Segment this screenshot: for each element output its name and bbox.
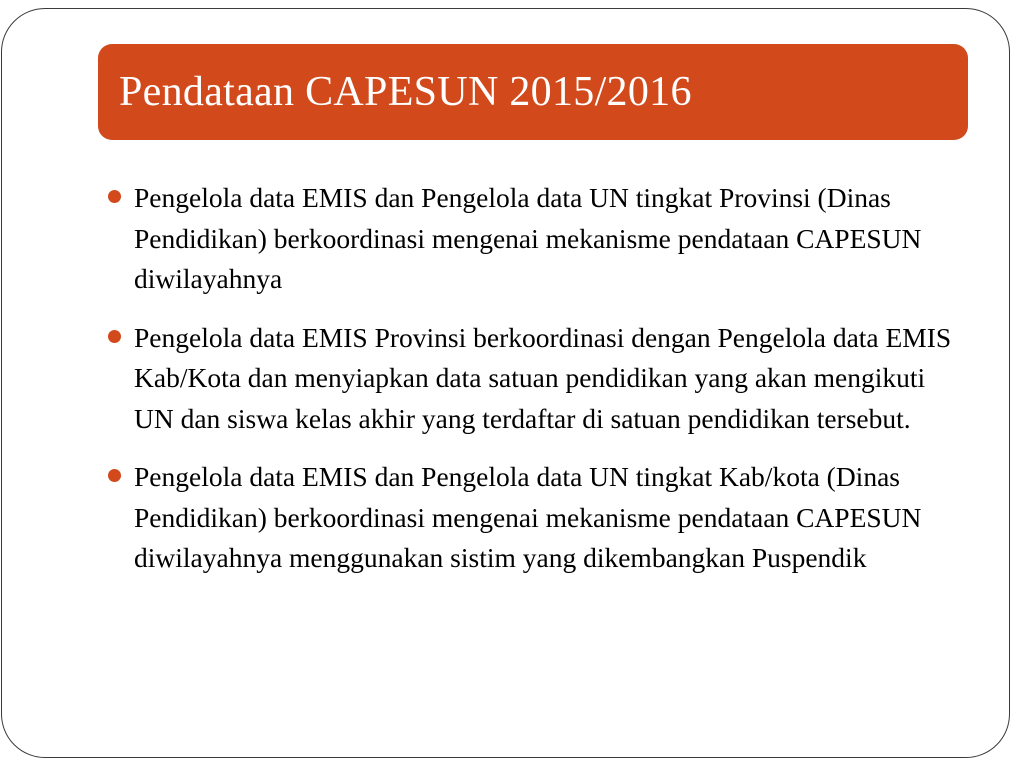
bullet-dot-icon xyxy=(108,190,121,203)
title-bar xyxy=(98,44,968,140)
bullet-item xyxy=(107,318,957,440)
bullet-dot-icon xyxy=(108,330,121,343)
bullet-dot-icon xyxy=(108,469,121,482)
bullet-text: Pengelola data EMIS dan Pengelola data UN tingkat Provinsi (Dinas Pendidikan) berkoordinasi mengenai mekanisme pendataan CAPESUN diwilayahnya xyxy=(134,182,922,294)
slide-title: Pendataan CAPESUN 2015/2016 xyxy=(119,69,692,115)
bullet-item xyxy=(107,178,957,300)
slide xyxy=(1,8,1010,758)
bullet-item xyxy=(107,457,957,579)
bullet-text: Pengelola data EMIS Provinsi berkoordinasi dengan Pengelola data EMIS Kab/Kota dan menyiapkan data satuan pendidikan yang akan mengikuti UN dan siswa kelas akhir yang terdaftar di satuan pendidikan tersebut. xyxy=(134,321,952,434)
bullet-text: Pengelola data EMIS dan Pengelola data UN tingkat Kab/kota (Dinas Pendidikan) berkoordinasi mengenai mekanisme pendataan CAPESUN diwilayahnya menggunakan sistim yang dikembangkan Puspendik xyxy=(134,461,922,573)
bullet-list xyxy=(107,178,957,597)
